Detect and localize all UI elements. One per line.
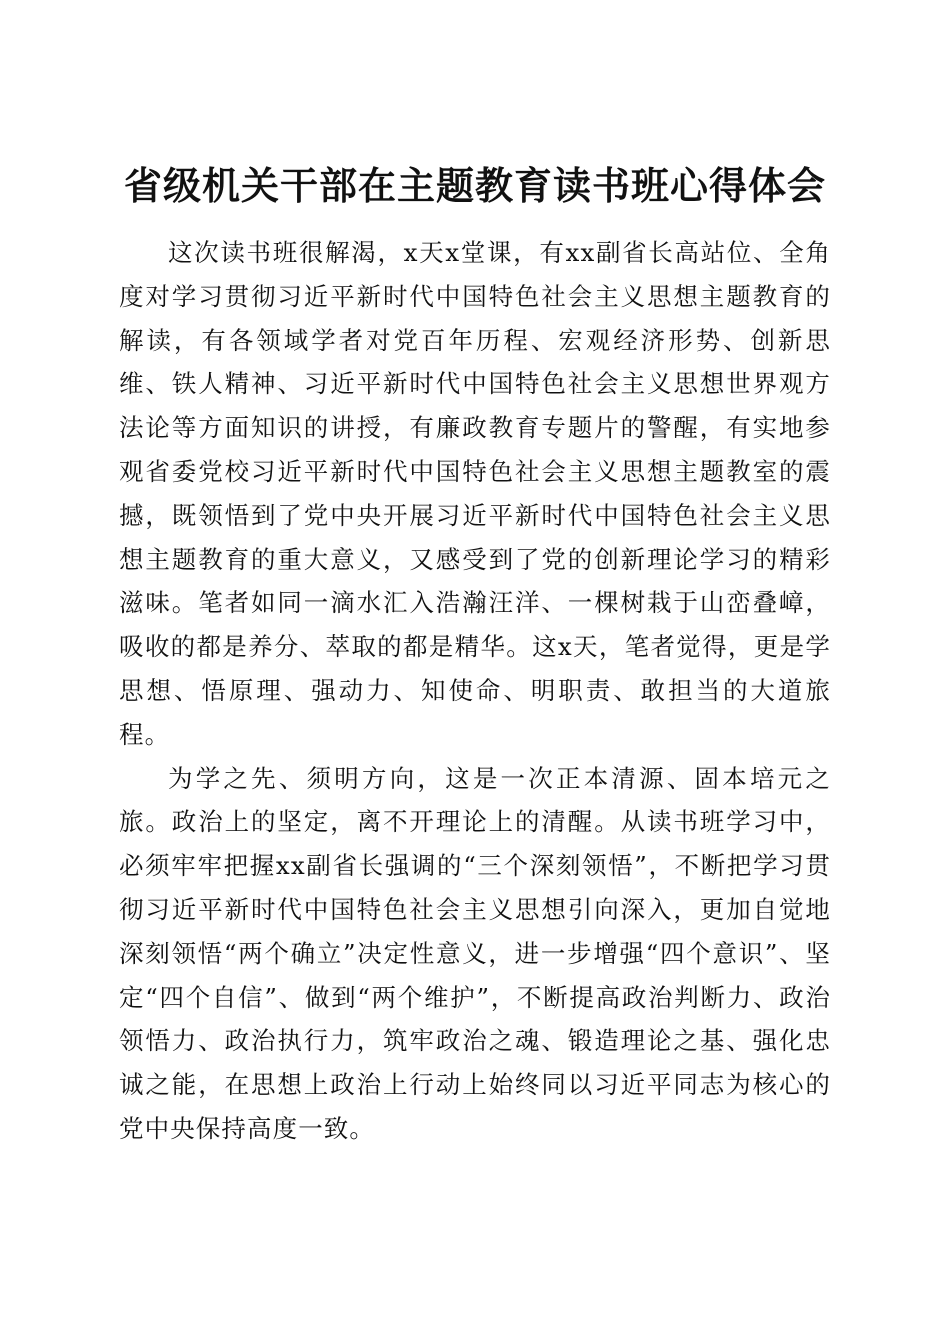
document-body <box>119 231 831 1151</box>
page-title: 省级机关干部在主题教育读书班心得体会 <box>123 163 826 209</box>
paragraph-1: 这次读书班很解渴，x天x堂课，有xx副省长高站位、全角度对学习贯彻习近平新时代中国特色社会主义思想主题教育的解读，有各领域学者对党百年历程、宏观经济形势、创新思维、铁人精神、习近平新时代中国特色社会主义思想世界观方法论等方面知识的讲授，有廉政教育专题片的警醒，有实地参观省委党校习近平新时代中国特色社会主义思想主题教室的震撼，既领悟到了党中央开展习近平新时代中国特色社会主义思想主题教育的重大意义，又感受到了党的创新理论学习的精彩滋味。笔者如同一滴水汇入浩瀚汪洋、一棵树栽于山峦叠嶂，吸收的都是养分、萃取的都是精华。这x天，笔者觉得，更是学思想、悟原理、强动力、知使命、明职责、敢担当的大道旅程。 <box>119 238 831 749</box>
paragraph-2: 为学之先、须明方向，这是一次正本清源、固本培元之旅。政治上的坚定，离不开理论上的清醒。从读书班学习中，必须牢牢把握xx副省长强调的“三个深刻领悟”，不断把学习贯彻习近平新时代中国特色社会主义思想引向深入，更加自觉地深刻领悟“两个确立”决定性意义，进一步增强“四个意识”、坚定“四个自信”、做到“两个维护”，不断提高政治判断力、政治领悟力、政治执行力，筑牢政治之魂、锻造理论之基、强化忠诚之能，在思想上政治上行动上始终同以习近平同志为核心的党中央保持高度一致。 <box>119 763 831 1143</box>
